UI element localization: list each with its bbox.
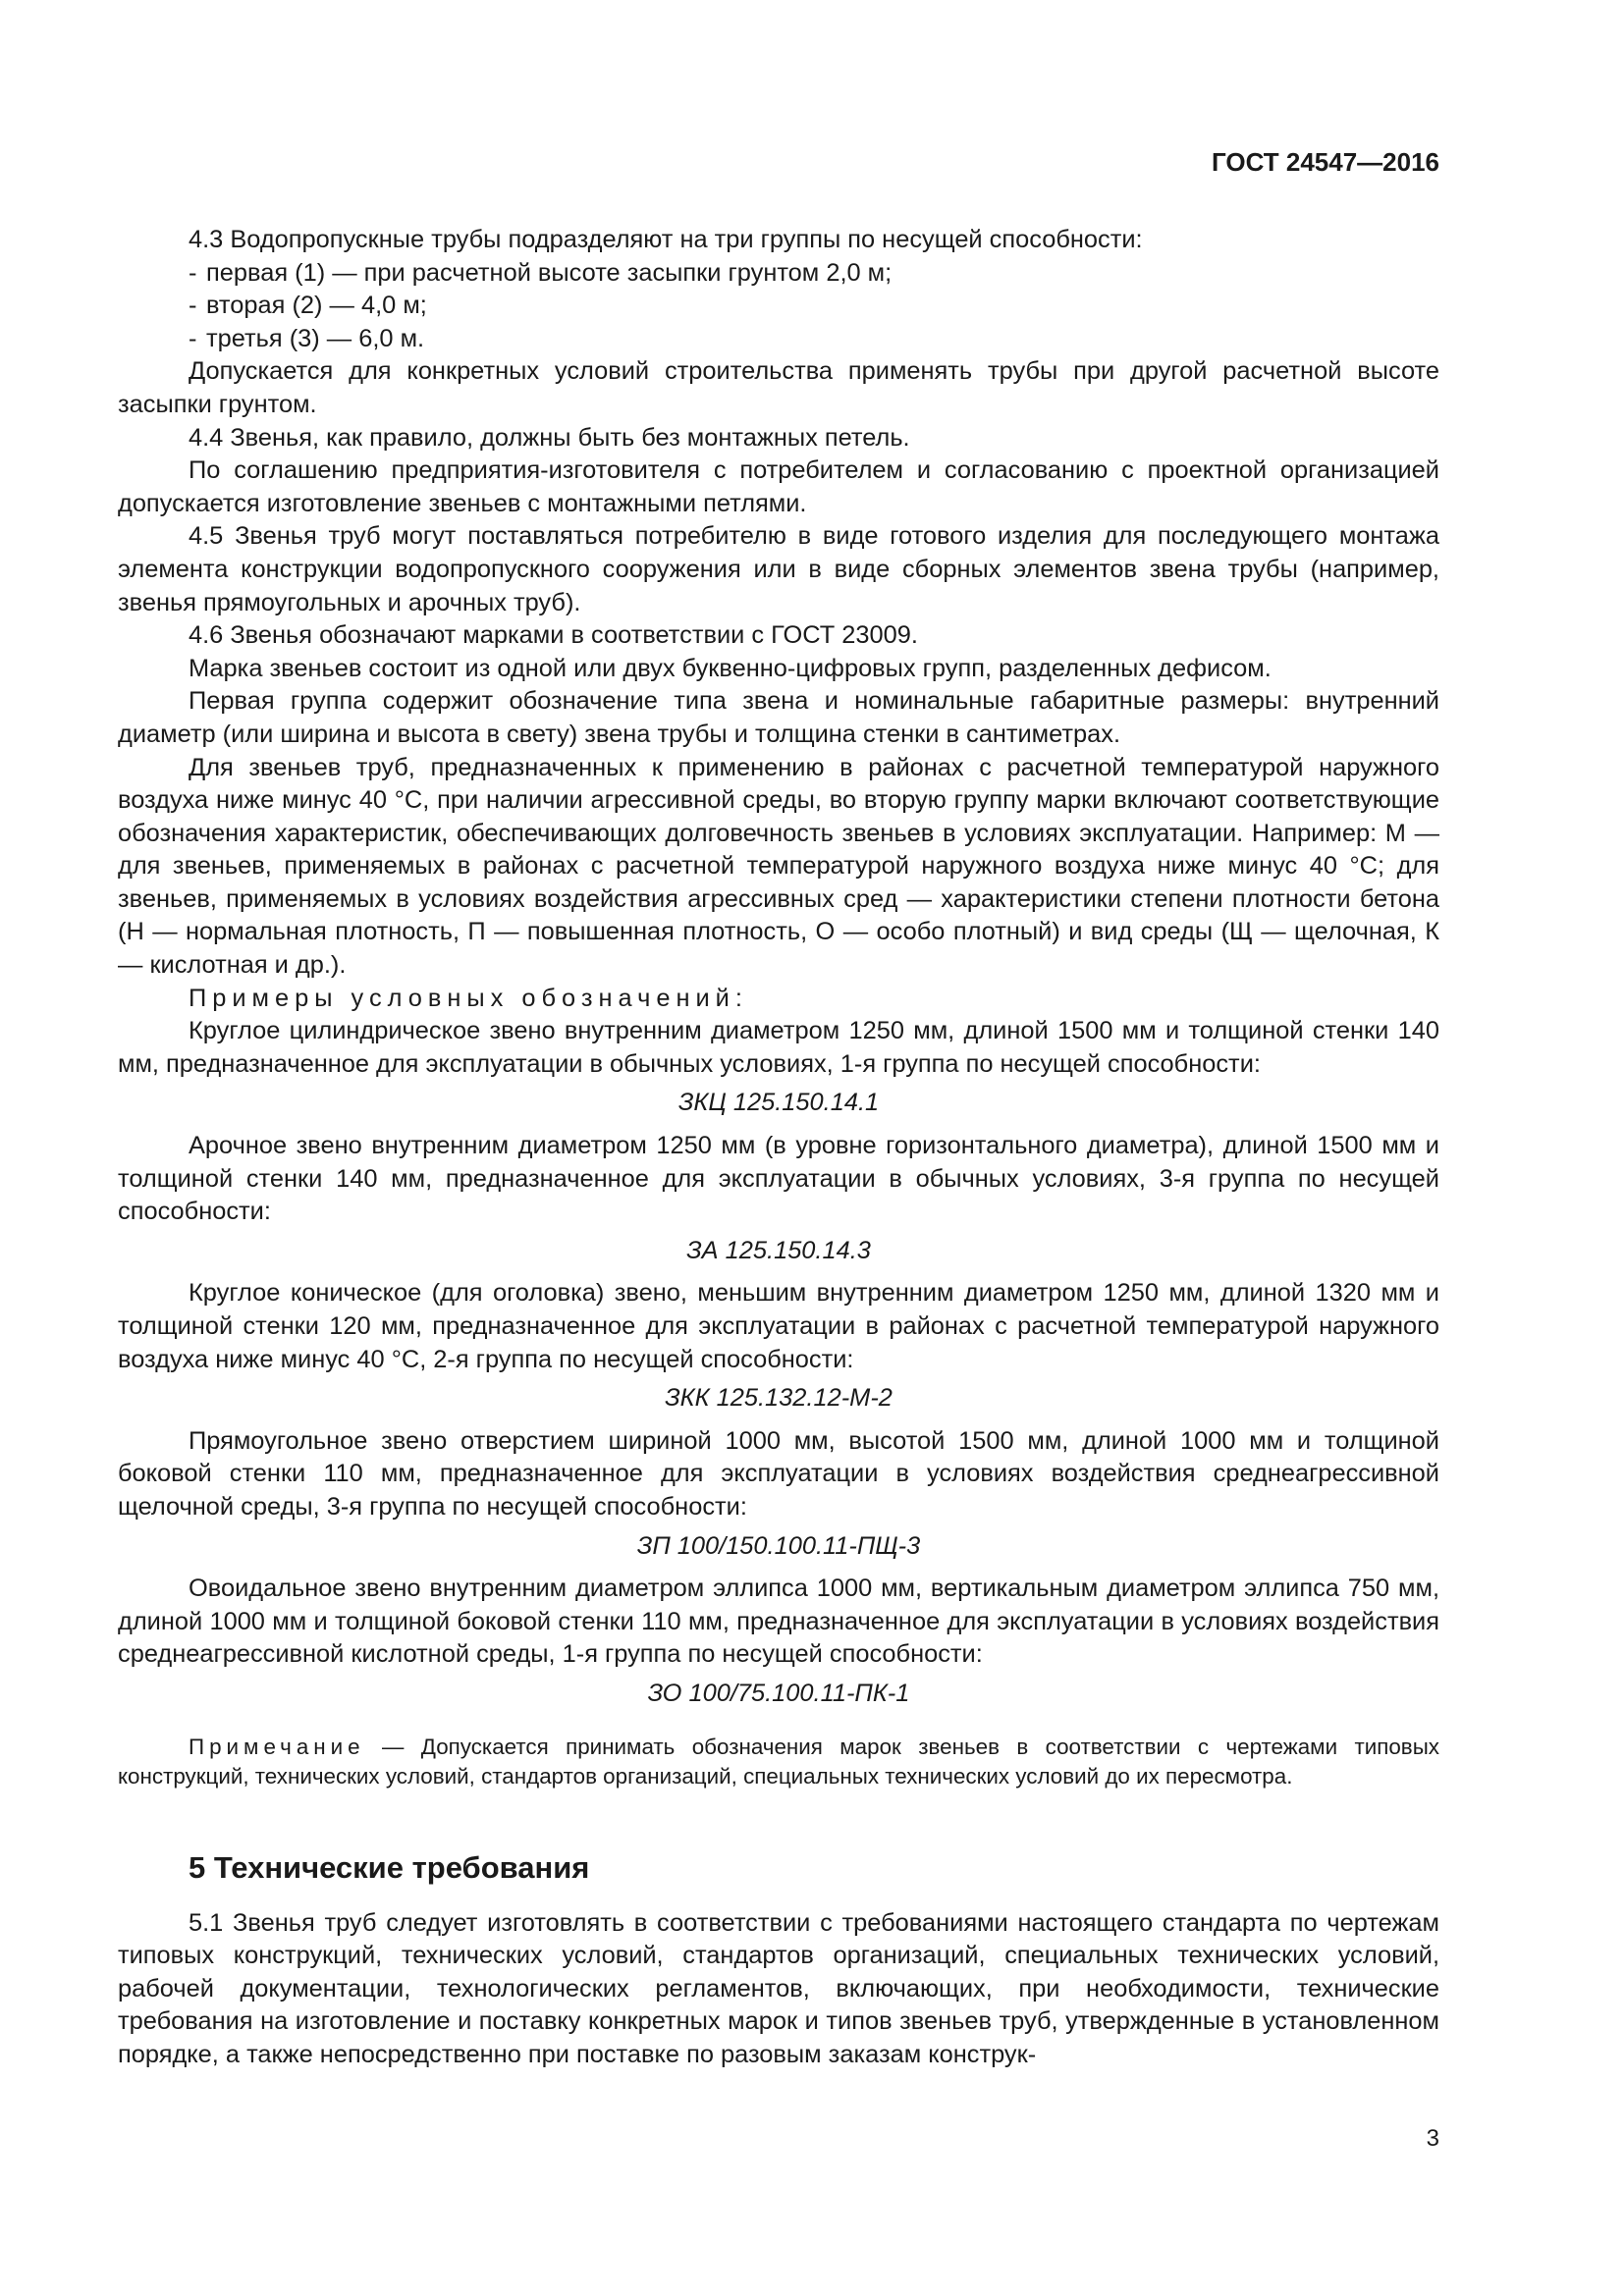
list-item-text: первая (1) — при расчетной высоте засыпки грунтом 2,0 м; (206, 258, 893, 287)
paragraph: Первая группа содержит обозначение типа звена и номинальные габаритные размеры: внутренний диаметр (или ширина и высота в свету) звена трубы и толщина стенки в сантиметрах. (118, 687, 1439, 748)
example-mark: ЗА 125.150.14.3 (686, 1236, 871, 1264)
note (118, 1733, 1439, 1791)
document-body (118, 224, 1439, 2072)
example-text: Арочное звено внутренним диаметром 1250 мм (в уровне горизонтального диаметра), длиной 1500 мм и толщиной стенки 140 мм, предназначенное для эксплуатации в обычных условиях, 3-я группа по несущей способности: (118, 1132, 1439, 1226)
list-item (118, 257, 1439, 291)
paragraph-5-1: 5.1 Звенья труб следует изготовлять в соответствии с требованиями настоящего стандарта по чертежам типовых конструкций, технических условий, стандартов организаций, специальных технических условий, рабочей документации, технологических регламентов, включающих, при необходимости, технические требования на изготовление и поставку конкретных марок и типов звеньев труб, утвержденные в установленном порядке, а также непосредственно при поставке по разовым заказам конструк- (118, 1908, 1439, 2068)
example-text: Круглое цилиндрическое звено внутренним диаметром 1250 мм, длиной 1500 мм и толщиной стенки 140 мм, предназначенное для эксплуатации в обычных условиях, 1-я группа по несущей способности: (118, 1017, 1439, 1078)
paragraph-4-4: 4.4 Звенья, как правило, должны быть без монтажных петель. (189, 423, 910, 452)
section-heading: 5 Технические требования (189, 1849, 590, 1885)
paragraph: Марка звеньев состоит из одной или двух буквенно-цифровых групп, разделенных дефисом. (189, 654, 1272, 682)
page-number: 3 (1426, 2125, 1439, 2152)
example-text: Прямоугольное звено отверстием шириной 1000 мм, высотой 1500 мм, длиной 1000 мм и толщиной боковой стенки 110 мм, предназначенное для эксплуатации в условиях воздействия среднеагрессивной щелочной среды, 3-я группа по несущей способности: (118, 1426, 1439, 1521)
list-dash: - (189, 292, 197, 320)
list-dash: - (189, 258, 197, 287)
list-dash: - (189, 324, 197, 352)
list-item-text: третья (3) — 6,0 м. (206, 324, 425, 352)
example-mark: ЗП 100/150.100.11-ПЩ-3 (636, 1531, 921, 1560)
example-text: Круглое коническое (для оголовка) звено, меньшим внутренним диаметром 1250 мм, длиной 1320 мм и толщиной стенки 120 мм, предназначенное для эксплуатации в районах с расчетной температурой наружного воздуха ниже минус 40 °С, 2-я группа по несущей способности: (118, 1279, 1439, 1373)
note-text: — Допускается принимать обозначения марок звеньев в соответствии с чертежами типовых конструкций, технических условий, стандартов организаций, специальных технических условий до их пересмотра. (118, 1734, 1439, 1789)
paragraph: Для звеньев труб, предназначенных к применению в районах с расчетной температурой наружного воздуха ниже минус 40 °С, при наличии агрессивной среды, во вторую группу марки включают соответствующие обозначения характеристик, обеспечивающих долговечность звеньев в условиях эксплуатации. Например: М — для звеньев, применяемых в районах с расчетной температурой наружного воздуха ниже минус 40 °С; для звеньев, применяемых в условиях воздействия агрессивных сред — характеристики степени плотности бетона (Н — нормальная плотность, П — повышенная плотность, О — особо плотный) и вид среды (Щ — щелочная, К — кислотная и др.). (118, 753, 1439, 980)
paragraph: По соглашению предприятия-изготовителя с потребителем и согласованию с проектной организацией допускается изготовление звеньев с монтажными петлями. (118, 456, 1439, 517)
example-mark: ЗКК 125.132.12-М-2 (665, 1384, 893, 1413)
example-mark: ЗО 100/75.100.11-ПК-1 (647, 1679, 910, 1707)
list-item (118, 290, 1439, 323)
paragraph-4-5: 4.5 Звенья труб могут поставляться потребителю в виде готового изделия для последующего монтажа элемента конструкции водопропускного сооружения или в виде сборных элементов звена трубы (например, звенья прямоугольных и арочных труб). (118, 522, 1439, 616)
paragraph-4-6: 4.6 Звенья обозначают марками в соответствии с ГОСТ 23009. (189, 621, 918, 650)
paragraph-4-3: 4.3 Водопропускные трубы подразделяют на три группы по несущей способности: (189, 226, 1143, 253)
list-item (118, 323, 1439, 356)
list-item-text: вторая (2) — 4,0 м; (206, 292, 427, 320)
paragraph: Допускается для конкретных условий строительства применять трубы при другой расчетной высоте засыпки грунтом. (118, 357, 1439, 418)
document-header: ГОСТ 24547—2016 (1212, 147, 1439, 177)
example-text: Овоидальное звено внутренним диаметром эллипса 1000 мм, вертикальным диаметром эллипса 750 мм, длиной 1000 мм и толщиной боковой стенки 110 мм, предназначенное для эксплуатации в условиях воздействия среднеагрессивной кислотной среды, 1-я группа по несущей способности: (118, 1575, 1439, 1669)
example-mark: ЗКЦ 125.150.14.1 (677, 1089, 880, 1117)
note-label: Примечание (189, 1734, 365, 1759)
examples-heading: Примеры условных обозначений: (189, 984, 748, 1012)
